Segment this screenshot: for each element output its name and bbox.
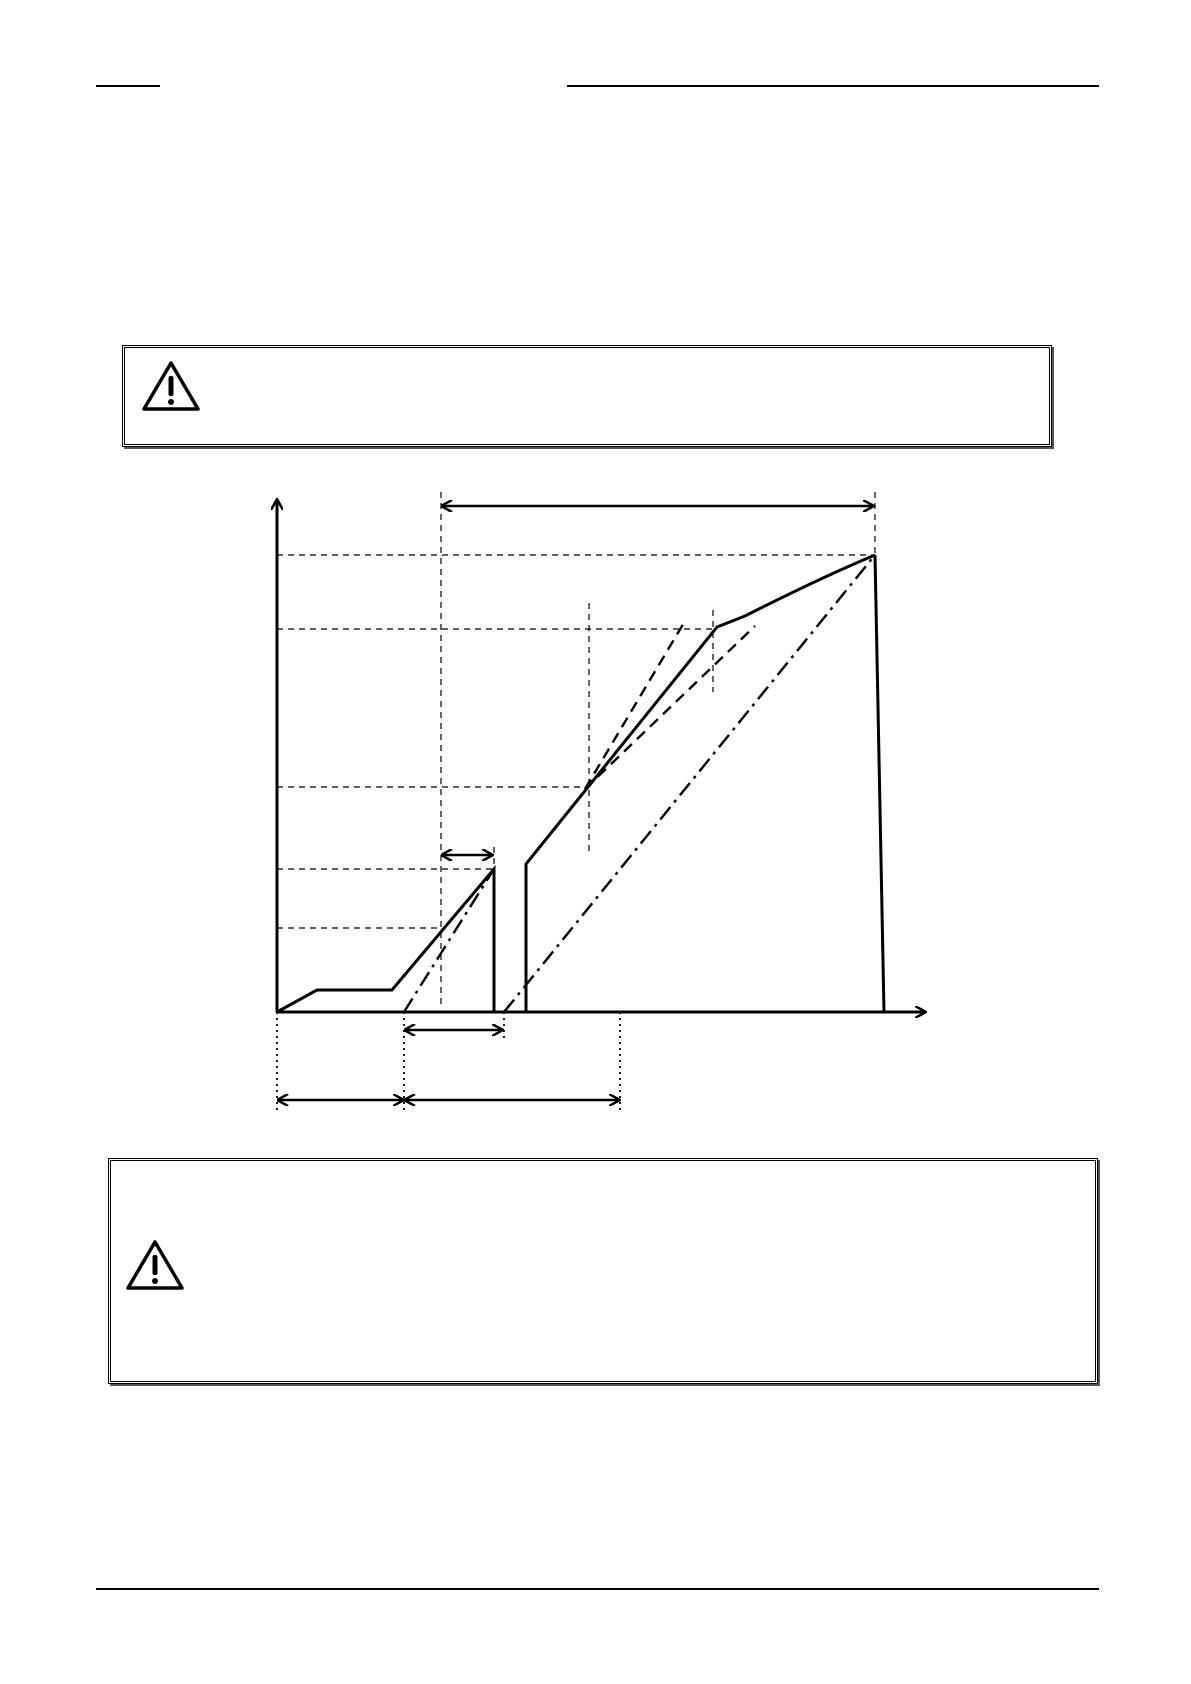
vertical-reference-lines <box>441 492 875 1005</box>
footer-rule <box>96 1588 1099 1590</box>
profile-segment-curve <box>745 555 875 616</box>
dotted-drop-lines <box>277 1012 620 1112</box>
caution-box-bottom <box>108 1158 1098 1384</box>
warning-triangle-icon <box>125 1239 185 1291</box>
dash-dot-line-1 <box>404 869 494 1012</box>
dashed-guide-lines <box>585 621 755 789</box>
profile-segment-second <box>526 616 745 1012</box>
profile-segment-drop <box>875 555 884 1012</box>
dash-dot-lines <box>404 555 875 1012</box>
dashed-line-steep <box>585 621 685 789</box>
dashed-line-shallow <box>585 626 755 789</box>
profile-curve <box>277 555 884 1012</box>
profile-segment-first <box>277 869 494 1012</box>
dash-dot-line-2 <box>504 555 875 1012</box>
horizontal-reference-lines <box>277 555 873 928</box>
